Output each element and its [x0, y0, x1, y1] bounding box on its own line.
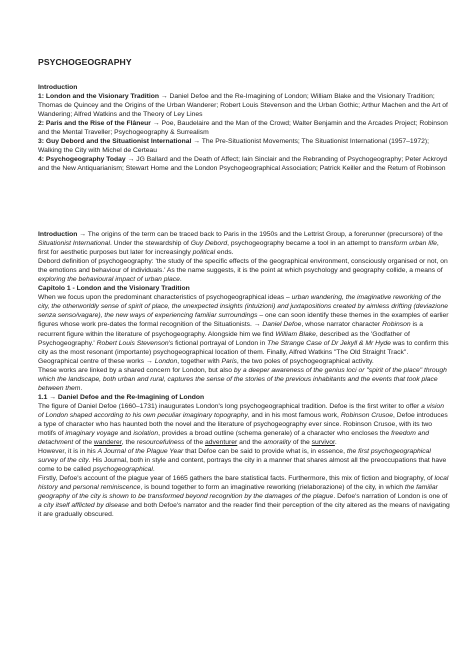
toc-item-4 [38, 155, 450, 173]
toc-item-title: Paris and the Rise of the Flâneur [45, 120, 151, 128]
intro-paragraph: Introduction → The origins of the term can be traced back to Paris in the 1950s and the Lettrist Group, a forerunner (precursore) of the Situationist International. Under the stewardship of Guy Debord, psychogeography became a tool in an attempt to transform urban life, first for aesthetic purposes but later for increasingly political ends. [38, 231, 443, 257]
toc-item-heading [38, 156, 126, 163]
geographical-centre-paragraph: Geographical centre of these works → London, together with Paris, the two poles of psychogeographical activity. [38, 357, 374, 365]
page-title: PSYCHOGEOGRAPHY [38, 57, 132, 67]
toc-item-heading [38, 138, 191, 145]
plague-journal-paragraph: However, it is in his A Journal of the Plague Year that Defoe can be said to provide what is, in essence, the first psychogeographical survey of the city. His Journal, both in style and content, portrays the city in a manner that shares almost all the preoccupations that have come to be called psychogeographical. [38, 448, 447, 474]
toc-item-2 [38, 119, 450, 137]
toc-item-number: 2: [38, 120, 45, 128]
toc-item-1 [38, 92, 450, 119]
genius-loci-paragraph: These works are linked by a shared concern for London, but also by a deeper awareness of the genius loci or "spirit of the place" through which the landscape, both urban and rural, captures the sense of the stories of the previous inhabitants and the events that took place between them. [38, 366, 447, 392]
toc-item-subtopics: → Poe, Baudelaire and the Man of the Crowd; Walter Benjamin and the Arcades Project; Robinson and the Mental Traveller; Psychogeography & Surrealism [38, 120, 448, 137]
toc-item-number: 3: [38, 138, 45, 146]
toc-item-title: Psychogeography Today [45, 156, 126, 164]
chapter-1-paragraph: When we focus upon the predominant characteristics of psychogeographical ideas – urban wandering, the imaginative reworking of the city, the otherworldly sense of spirit of place, the unexpected insights (intuizioni) and juxtapositions created by aimless drifting (deviazione senza senso/vagare), the new ways of experiencing familiar surroundings – one can soon identify these themes in the examples of earlier figures whose work pre-dates the formal recognition of the Situationists. → Daniel Defoe, whose narrator character Robinson is a recurrent figure within the literature of psychogeography. Alongside him we find William Blake, described as the 'Godfather of Psychogeography.' Robert Louis Stevenson's fictional portrayal of London in The Strange Case of Dr Jekyll & Mr Hyde was to confirm this city as the most resonant (importante) psychogeographical location of them. Finally, Alfred Watkins "The Old Straight Track". [38, 294, 449, 356]
toc-item-subtopics: → JG Ballard and the Death of Affect; Iain Sinclair and the Rebranding of Psychogeography; Peter Ackroyd and the New Antiquarianism; Stewart Home and the London Psychogeographical Association; Patrick Keiller and the Return of Robinson [38, 156, 448, 173]
chapter-1-heading: Capitolo 1 - London and the Visionary Tradition [38, 285, 190, 293]
toc-item-title: London and the Visionary Tradition [45, 93, 160, 101]
intro-label: Introduction [38, 231, 78, 238]
toc-item-heading [38, 120, 151, 127]
toc-intro-label: Introduction [38, 84, 78, 91]
toc-intro [38, 83, 450, 92]
document-body [38, 230, 450, 520]
table-of-contents [38, 83, 450, 173]
toc-item-number: 1: [38, 93, 45, 101]
toc-item-title: Guy Debord and the Situationist International [45, 138, 192, 146]
defoe-paragraph: The figure of Daniel Defoe (1660–1731) inaugurates London's long psychogeographical tradition. Defoe is the first writer to offer a vision of London shaped according to his own peculiar imaginary topography, and in his most famous work, Robinson Crusoe, Defoe introduces a type of character who has haunted both the novel and the literature of psychogeography ever since. Robinson Crusoe, with its two motifs of imaginary voyage and isolation, provides a broad outline (schema generale) of a character who encloses the freedom and detachment of the wanderer, the resourcefulness of the adventurer and the amorality of the survivor. [38, 402, 448, 447]
toc-item-subtopics: → Daniel Defoe and the Re-Imagining of London; William Blake and the Visionary Tradition; Thomas de Quincey and the Origins of the Urban Wanderer; Robert Louis Stevenson and the Urban Gothic; Arthur Machen and the Art of Wandering; Alfred Watkins and the Theory of Ley Lines [38, 93, 448, 119]
section-1-1-heading: 1.1 → Daniel Defoe and the Re-Imagining of London [38, 393, 205, 401]
toc-item-3 [38, 137, 450, 155]
plague-year-paragraph: Firstly, Defoe's account of the plague year of 1665 gathers the bare statistical facts. Furthermore, this mix of fiction and biography, of local history and personal reminiscence, is bound together to form an imaginative reworking (rielaborazione) of the city, in which the familiar geography of the city is shown to be transformed beyond recognition by the damages of the plague. Defoe's narration of London is one of a city itself afflicted by disease and both Defoe's narrator and the reader find their perception of the city altered as the means of navigating it are gradually obscured. [38, 475, 450, 519]
toc-item-subtopics: → The Pre-Situationist Movements; The Situationist International (1957–1972); Walking the City with Michel de Certeau [38, 138, 430, 155]
toc-item-number: 4: [38, 156, 45, 164]
definition-paragraph: Debord definition of psychogeography: 'the study of the specific effects of the geographical environment, consciously organised or not, on the emotions and behaviour of individuals.' As the name suggests, it is the point at which psychology and geography collide, a means of exploring the behavioural impact of urban place. [38, 258, 448, 284]
toc-item-heading [38, 93, 159, 100]
